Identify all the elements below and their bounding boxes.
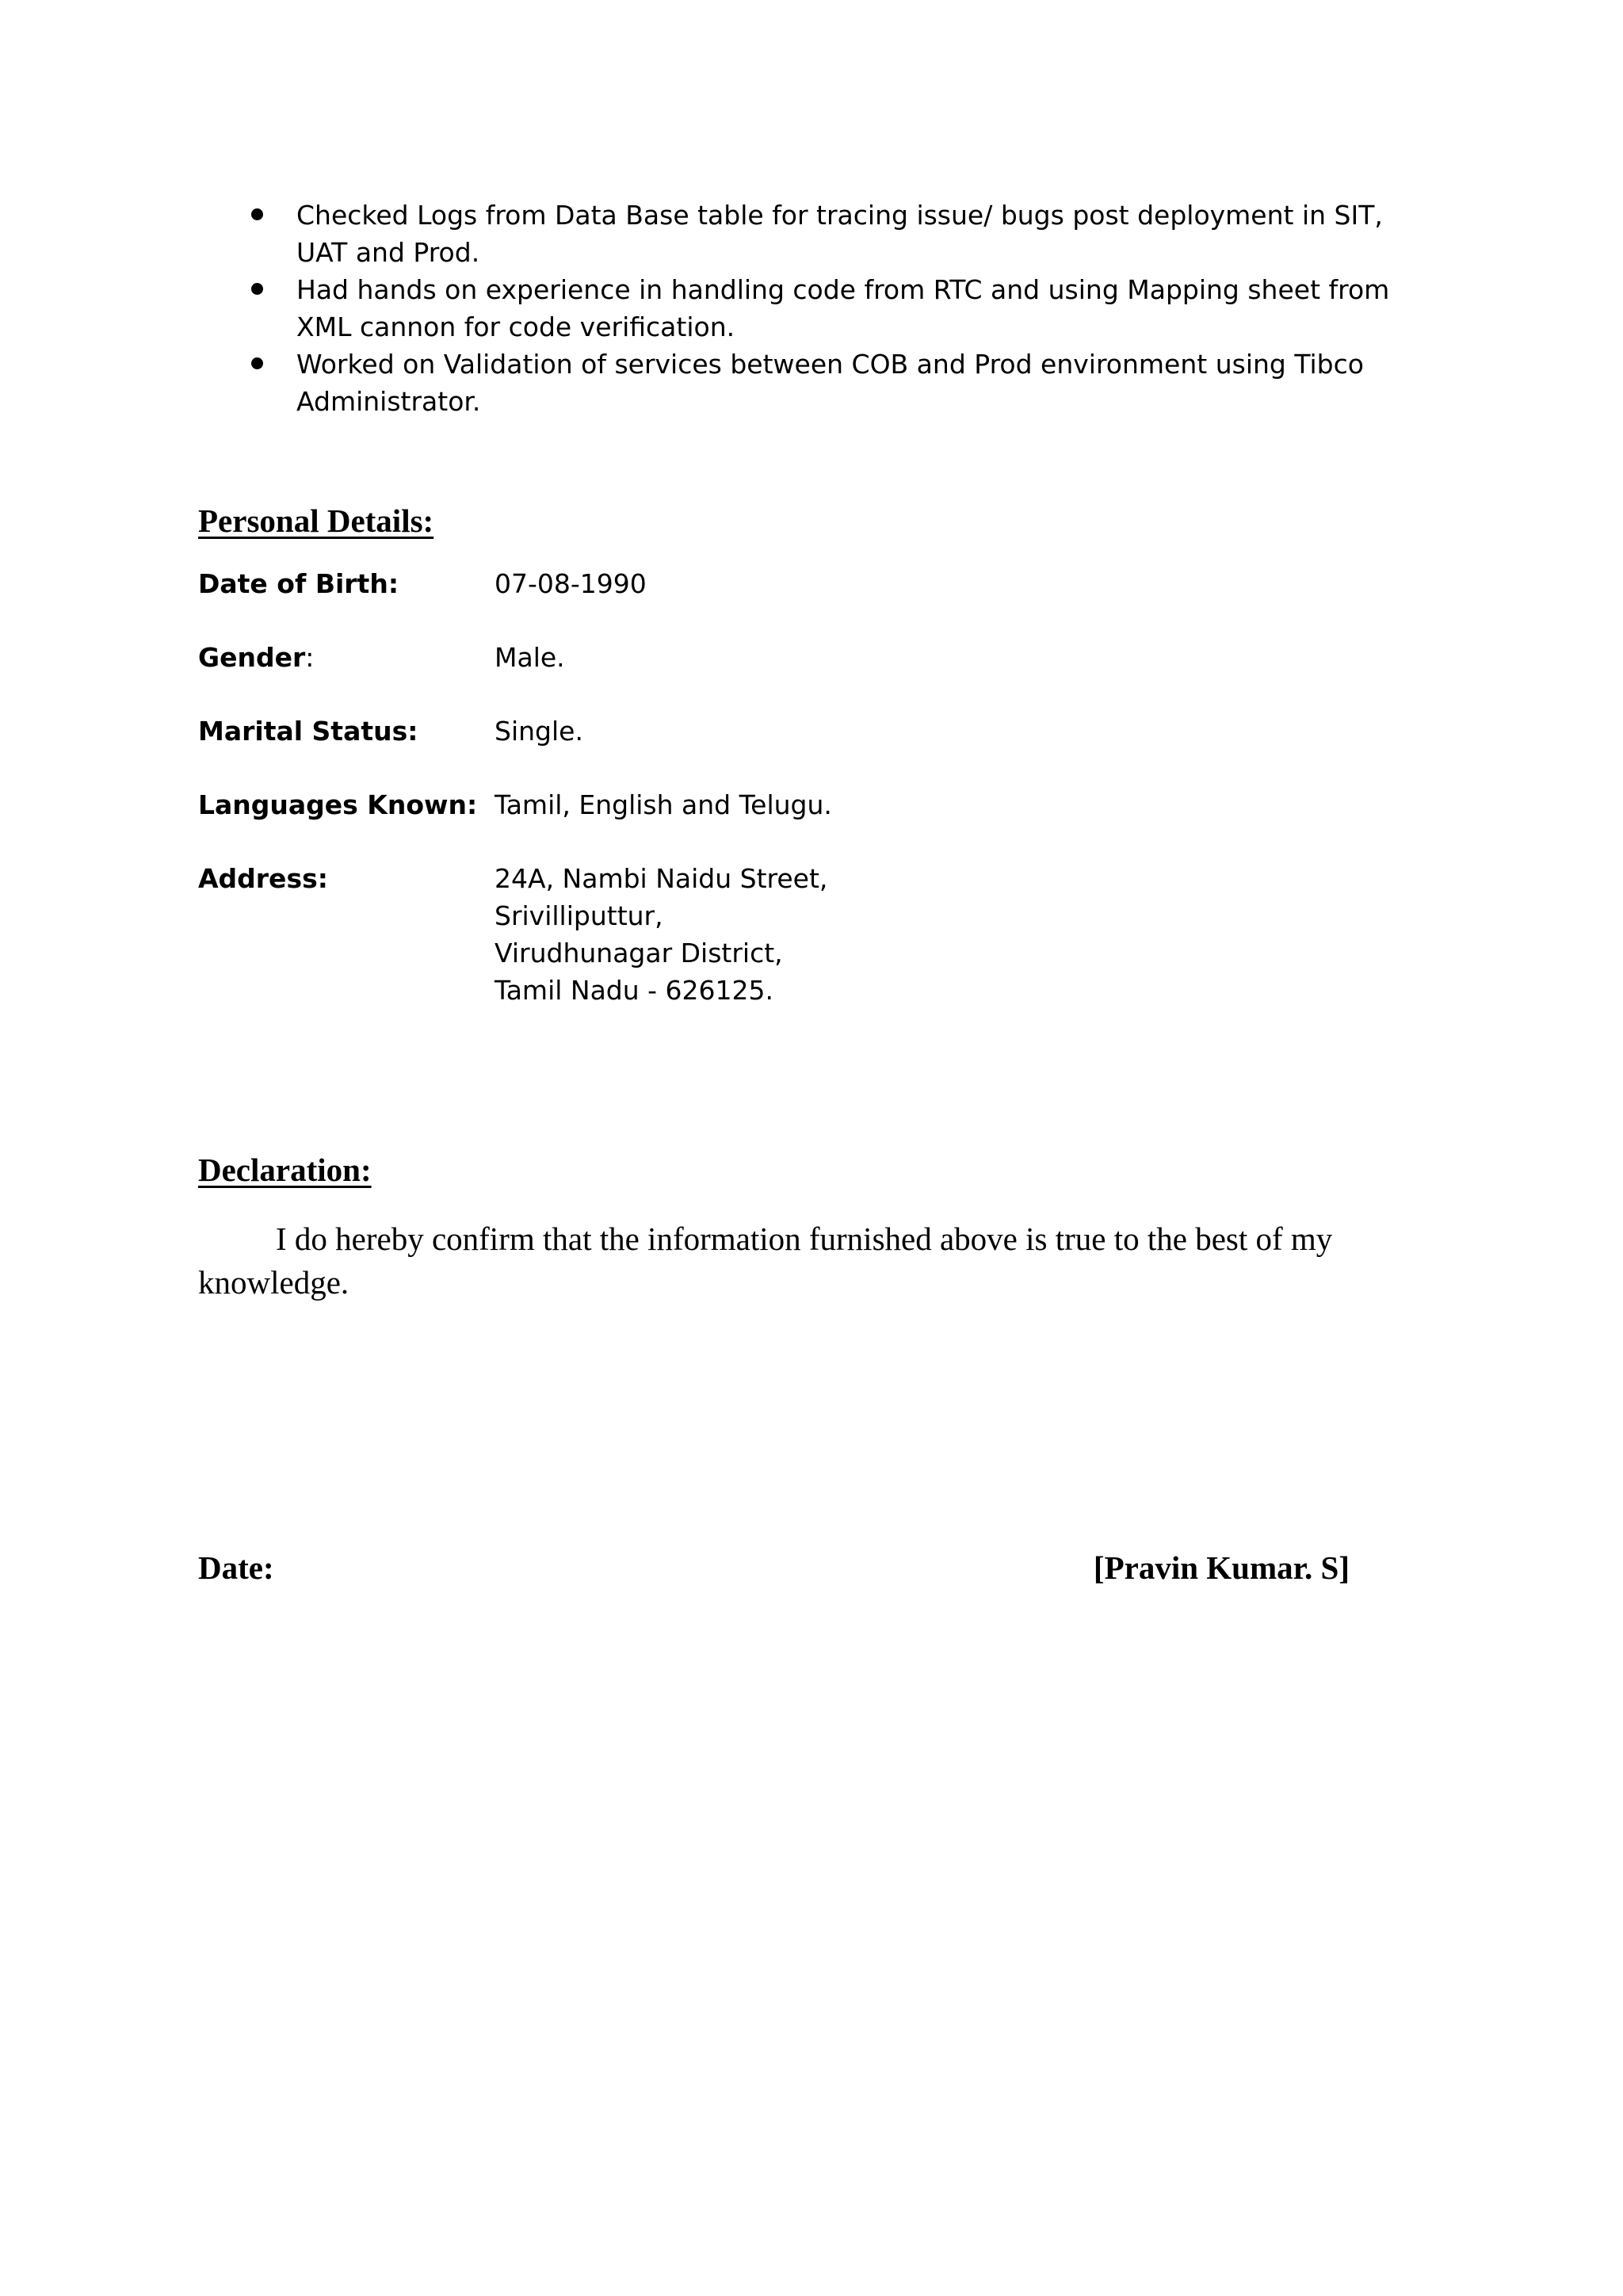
- personal-details-heading: Personal Details:: [198, 502, 434, 539]
- gender-value: Male.: [495, 642, 565, 673]
- address-line: Virudhunagar District,: [495, 938, 783, 968]
- gender-label: [198, 639, 314, 676]
- bullet-icon: [251, 208, 263, 220]
- list-item: [198, 346, 1434, 420]
- bullet-icon: [251, 357, 263, 369]
- date-label: Date:: [198, 1549, 274, 1586]
- gender-label-text: Gender: [198, 642, 306, 673]
- address-line: Srivilliputtur,: [495, 900, 663, 931]
- declaration-heading: Declaration:: [198, 1152, 372, 1188]
- bullet-text: Had hands on experience in handling code from RTC and using Mapping sheet from XML cannon for code verification.: [296, 274, 1390, 342]
- experience-bullet-list: [198, 197, 1434, 420]
- date-of-birth-label: Date of Birth:: [198, 568, 399, 599]
- bullet-text: Checked Logs from Data Base table for tracing issue/ bugs post deployment in SIT, UAT and Prod.: [296, 200, 1383, 268]
- marital-status-value: Single.: [495, 716, 583, 747]
- languages-row: [198, 786, 1149, 860]
- address-line: 24A, Nambi Naidu Street,: [495, 863, 828, 894]
- gender-label-colon: :: [305, 642, 315, 673]
- declaration-text: I do hereby confirm that the information furnished above is true to the best of my knowledge.: [198, 1221, 1333, 1301]
- signature-name: [Pravin Kumar. S]: [1093, 1549, 1350, 1586]
- marital-status-label: Marital Status:: [198, 716, 418, 747]
- marital-status-row: [198, 712, 1149, 786]
- personal-details: [198, 565, 1149, 1006]
- list-item: [198, 271, 1434, 346]
- languages-label: Languages Known:: [198, 789, 478, 820]
- gender-row: [198, 639, 1149, 712]
- bullet-icon: [251, 283, 263, 295]
- address-line: Tamil Nadu - 626125.: [495, 975, 774, 1006]
- address-value: [495, 860, 827, 1009]
- date-of-birth-value: 07-08-1990: [495, 568, 647, 599]
- list-item: [198, 197, 1434, 271]
- address-label: Address:: [198, 863, 328, 894]
- languages-value: Tamil, English and Telugu.: [495, 789, 832, 820]
- date-of-birth-row: [198, 565, 1149, 639]
- bullet-text: Worked on Validation of services between COB and Prod environment using Tibco Administrator.: [296, 349, 1364, 417]
